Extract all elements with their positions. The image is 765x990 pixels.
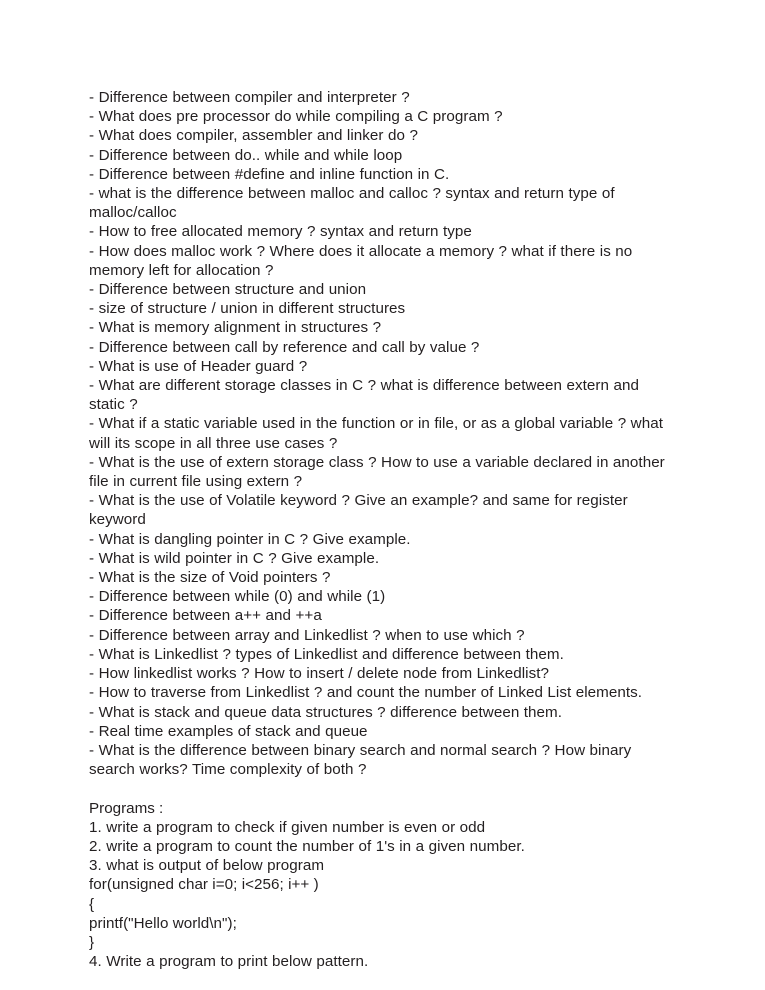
question-line: - How linkedlist works ? How to insert / delete node from Linkedlist?	[89, 665, 549, 683]
question-line: - What is the difference between binary search and normal search ? How binary search works? Time complexity of both ?	[89, 741, 636, 779]
question-line: - What is the size of Void pointers ?	[89, 569, 331, 587]
code-line: for(unsigned char i=0; i<256; i++ )	[89, 876, 319, 894]
question-line: - Difference between #define and inline function in C.	[89, 165, 450, 183]
question-line: - Difference between structure and union	[89, 281, 367, 299]
question-line: - How to free allocated memory ? syntax and return type	[89, 223, 472, 241]
question-line: - How to traverse from Linkedlist ? and count the number of Linked List elements.	[89, 684, 643, 702]
question-line: - Difference between array and Linkedlist ? when to use which ?	[89, 626, 525, 644]
program-item: 4. Write a program to print below pattern.	[89, 953, 369, 971]
question-line: - How does malloc work ? Where does it allocate a memory ? what if there is no memory left for allocation ?	[89, 242, 637, 279]
paragraph-spacer	[89, 779, 674, 798]
question-line: - What is stack and queue data structures ? difference between them.	[89, 703, 563, 721]
program-item: 1. write a program to check if given number is even or odd	[89, 818, 486, 836]
question-line: - What are different storage classes in C ? what is difference between extern and static ?	[89, 377, 644, 414]
question-line: - size of structure / union in different structures	[89, 300, 406, 318]
question-line: - What does pre processor do while compiling a C program ?	[89, 108, 503, 126]
question-line: - Difference between compiler and interpreter ?	[89, 89, 410, 106]
programs-heading: Programs :	[89, 799, 164, 817]
question-line: - What is memory alignment in structures ?	[89, 319, 382, 337]
question-line: - what is the difference between malloc and calloc ? syntax and return type of malloc/calloc	[89, 185, 620, 222]
question-line: - What is dangling pointer in C ? Give example.	[89, 530, 411, 548]
question-line: - Difference between while (0) and while (1)	[89, 588, 386, 606]
question-line: - What is the use of extern storage class ? How to use a variable declared in another file in current file using extern ?	[89, 453, 670, 491]
program-item: 2. write a program to count the number of 1's in a given number.	[89, 837, 525, 855]
question-line: - What is use of Header guard ?	[89, 357, 308, 375]
question-line: - Real time examples of stack and queue	[89, 722, 368, 740]
code-line: printf("Hello world\n");	[89, 914, 237, 932]
question-line: - What is wild pointer in C ? Give example.	[89, 549, 380, 567]
program-item: 3. what is output of below program	[89, 857, 325, 875]
question-line: - Difference between a++ and ++a	[89, 607, 322, 625]
question-line: - What is Linkedlist ? types of Linkedlist and difference between them.	[89, 645, 564, 663]
code-line: }	[89, 933, 95, 951]
question-line: - Difference between call by reference and call by value ?	[89, 338, 480, 356]
question-line: - Difference between do.. while and while loop	[89, 146, 403, 164]
question-line: - What if a static variable used in the function or in file, or as a global variable ? what will its scope in all three use cases ?	[89, 415, 668, 452]
question-line: - What is the use of Volatile keyword ? Give an example? and same for register keyword	[89, 492, 633, 529]
document-text-body	[89, 88, 674, 971]
code-line: {	[89, 895, 95, 913]
question-line: - What does compiler, assembler and linker do ?	[89, 127, 418, 145]
